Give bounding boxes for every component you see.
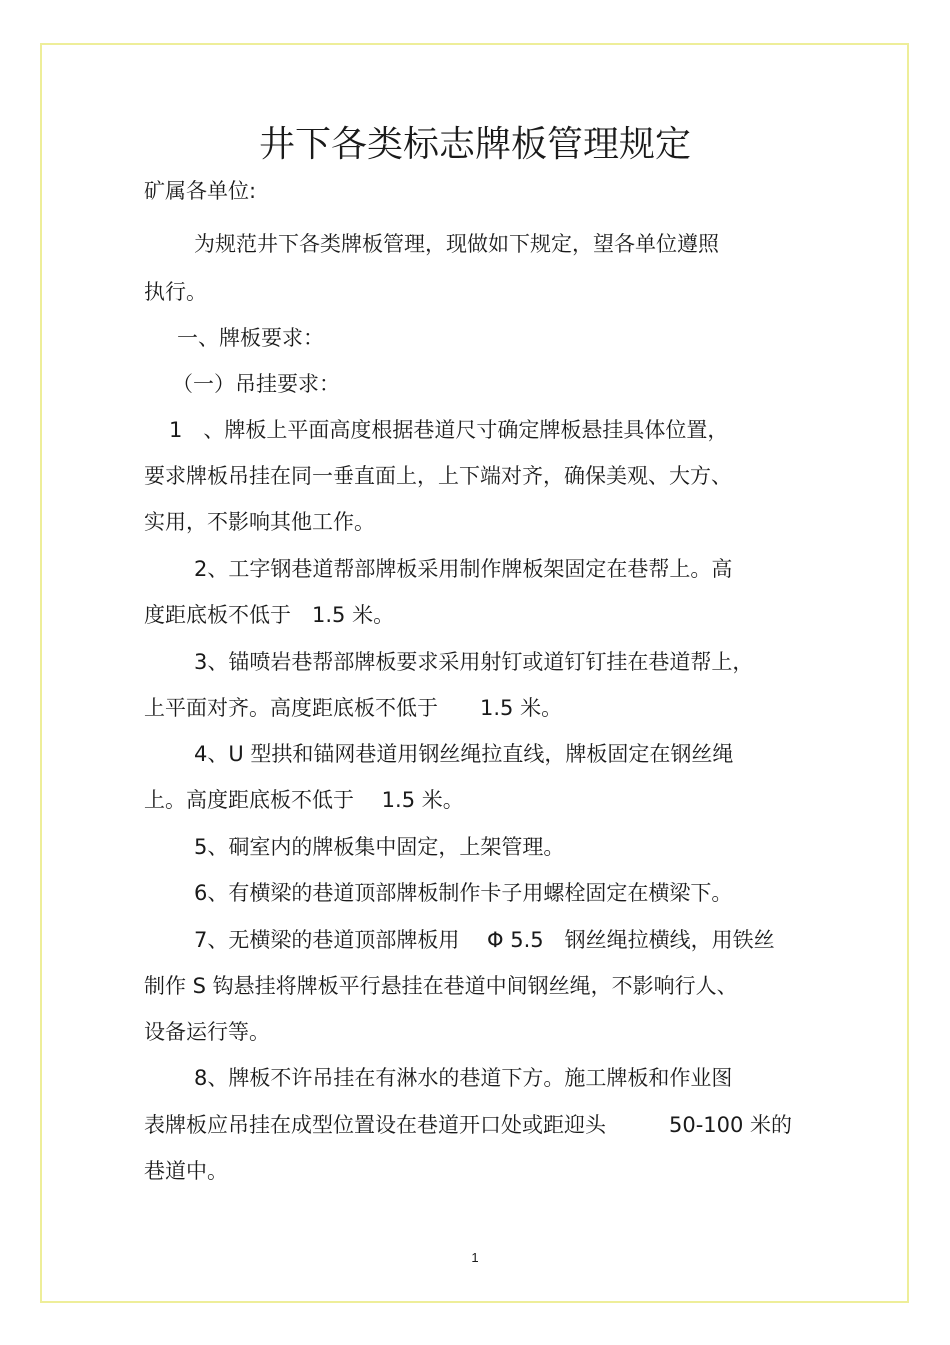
paragraph-line: 4、U 型拱和锚网巷道用钢丝绳拉直线，牌板固定在钢丝绳 (194, 742, 734, 766)
page-number: 1 (471, 1250, 479, 1265)
paragraph-line: 7、无横梁的巷道顶部牌板用 Φ 5.5 钢丝绳拉横线，用铁丝 (194, 928, 775, 952)
section-heading: 一、牌板要求： (177, 326, 324, 350)
paragraph-line: 设备运行等。 (144, 1020, 270, 1044)
paragraph-line: 1 、牌板上平面高度根据巷道尺寸确定牌板悬挂具体位置， (169, 418, 729, 442)
paragraph-line: 5、硐室内的牌板集中固定，上架管理。 (194, 835, 565, 859)
paragraph-line: 上平面对齐。高度距底板不低于 1.5 米。 (144, 696, 563, 720)
paragraph-line: 制作 S 钩悬挂将牌板平行悬挂在巷道中间钢丝绳，不影响行人、 (144, 974, 738, 998)
paragraph-line: 上。高度距底板不低于 1.5 米。 (144, 788, 464, 812)
paragraph-line: 实用，不影响其他工作。 (144, 510, 375, 534)
paragraph-line: 8、牌板不许吊挂在有淋水的巷道下方。施工牌板和作业图 (194, 1066, 733, 1090)
paragraph-line: 表牌板应吊挂在成型位置设在巷道开口处或距迎头 50-100 米的 (144, 1113, 793, 1137)
paragraph-line: 巷道中。 (144, 1159, 228, 1183)
document-title: 井下各类标志牌板管理规定 (258, 124, 691, 165)
subsection-heading: （一）吊挂要求： (172, 372, 340, 396)
paragraph-line: 执行。 (144, 280, 207, 304)
salutation: 矿属各单位: (144, 179, 257, 203)
paragraph-line: 3、锚喷岩巷帮部牌板要求采用射钉或道钉钉挂在巷道帮上， (194, 650, 754, 674)
paragraph-line: 6、有横梁的巷道顶部牌板制作卡子用螺栓固定在横梁下。 (194, 881, 733, 905)
paragraph-line: 度距底板不低于 1.5 米。 (144, 603, 395, 627)
paragraph-line: 2、工字钢巷道帮部牌板采用制作牌板架固定在巷帮上。高 (194, 557, 733, 581)
paragraph-line: 要求牌板吊挂在同一垂直面上，上下端对齐，确保美观、大方、 (144, 464, 732, 488)
paragraph-line: 为规范井下各类牌板管理，现做如下规定，望各单位遵照 (194, 232, 719, 256)
